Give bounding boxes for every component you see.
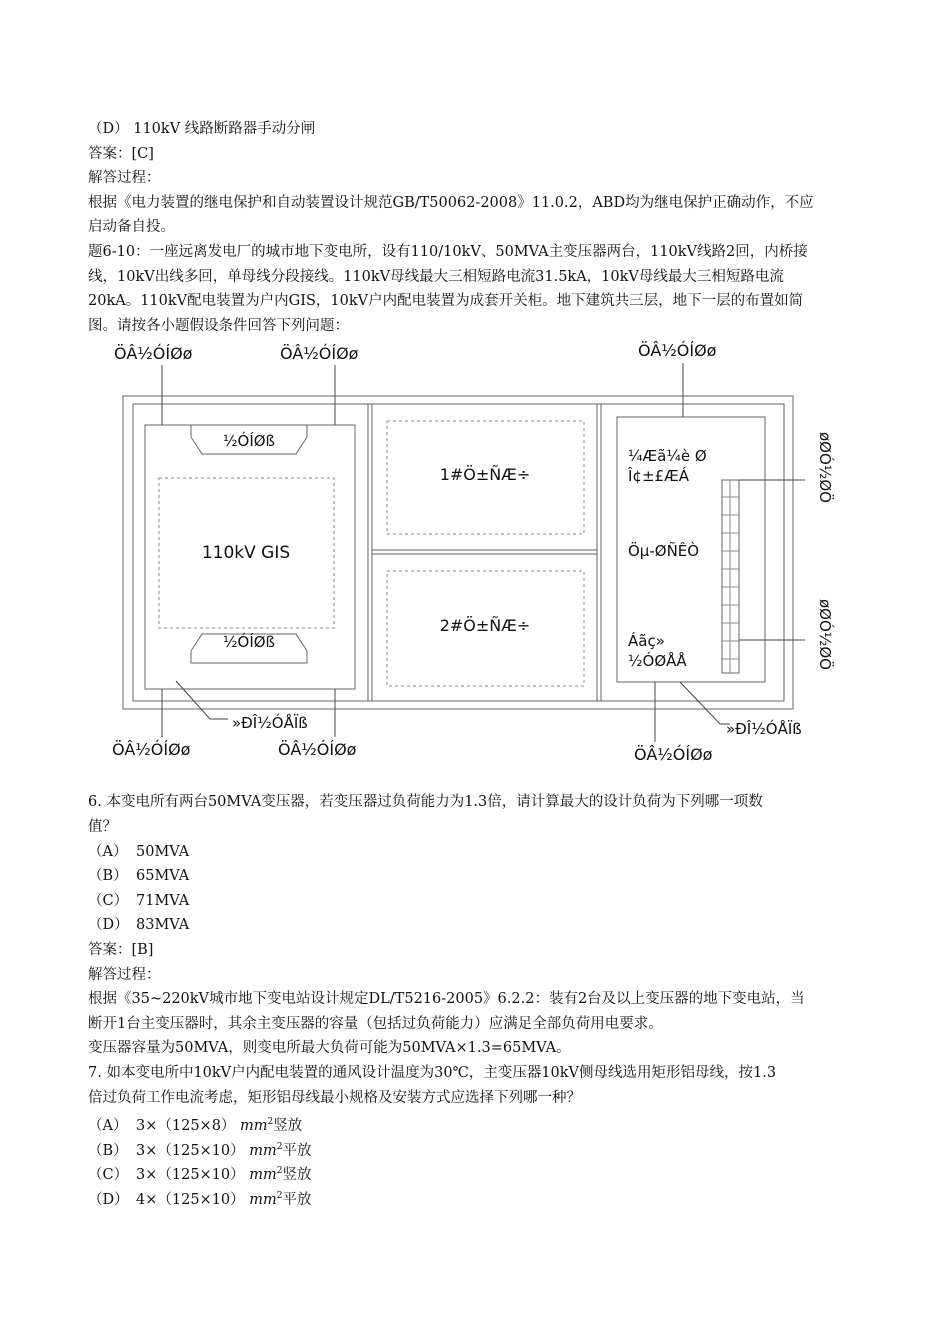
busbar-bottom-label: ½ÓÍØß bbox=[222, 633, 276, 651]
room-a-label-2: Î¢±£ÆÁ bbox=[628, 467, 689, 485]
solution-text: 断开1台主变压器时，其余主变压器的容量（包括过负荷能力）应满足全部负荷用电要求。 bbox=[88, 1016, 663, 1032]
option-a: （A） 50MVA bbox=[88, 844, 190, 860]
pointer-right-label: »ÐÎ½ÓÅÏß bbox=[726, 720, 802, 738]
label-bottom-right: ÖÂ½ÓÍØø bbox=[634, 745, 713, 764]
room-c-label-1: Áãç» bbox=[628, 632, 665, 650]
option-d: （D） 4×（125×10） $mm^2$平放 bbox=[88, 1191, 312, 1208]
right-label-1: øØÓ½ØÖ bbox=[816, 432, 834, 503]
option-b: （B） 65MVA bbox=[88, 868, 190, 884]
substation-layout-diagram bbox=[100, 337, 870, 777]
paragraph-line: 题6-10：一座远离发电厂的城市地下变电所，设有110/10kV、50MVA主变压器两台，110kV线路2回，内桥接 bbox=[88, 244, 808, 260]
solution-heading: 解答过程： bbox=[88, 967, 161, 983]
paragraph-line: 线，10kV出线多回，单母线分段接线。110kV母线最大三相短路电流31.5kA，10kV母线最大三相短路电流 bbox=[88, 269, 784, 285]
option-d: （D） 83MVA bbox=[88, 917, 190, 933]
transformer-1-label: 1#Ö±ÑÆ÷ bbox=[439, 465, 531, 484]
solution-heading: 解答过程： bbox=[88, 170, 161, 186]
option-d-line: （D） 110kV 线路断路器手动分闸 bbox=[88, 121, 316, 137]
busbar-top-label: ½ÓÍØß bbox=[222, 432, 276, 450]
transformer-2-label: 2#Ö±ÑÆ÷ bbox=[439, 616, 531, 635]
label-top-right: ÖÂ½ÓÍØø bbox=[638, 341, 717, 360]
paragraph-line: 图。请按各小题假设条件回答下列问题： bbox=[88, 318, 349, 334]
pointer-left-label: »ÐÎ½ÓÅÏß bbox=[232, 714, 308, 732]
answer-line: 答案：[C] bbox=[88, 146, 154, 162]
option-c: （C） 71MVA bbox=[88, 893, 190, 909]
question-text: 倍过负荷工作电流考虑，矩形铝母线最小规格及安装方式应选择下列哪一种？ bbox=[88, 1090, 581, 1106]
label-bottom-left-1: ÖÂ½ÓÍØø bbox=[112, 740, 191, 759]
question-text: 7. 如本变电所中10kV户内配电装置的通风设计温度为30℃，主变压器10kV侧母线选用矩形铝母线，按1.3 bbox=[88, 1065, 777, 1081]
label-top-left-2: ÖÂ½ÓÍØø bbox=[280, 344, 359, 363]
paragraph-line: 20kA。110kV配电装置为户内GIS，10kV户内配电装置为成套开关柜。地下建筑共三层，地下一层的布置如简 bbox=[88, 293, 804, 309]
room-a-label-1: ¼Æã¼è Ø bbox=[628, 447, 707, 465]
label-top-left-1: ÖÂ½ÓÍØø bbox=[114, 344, 193, 363]
gis-label: 110kV GIS bbox=[201, 543, 291, 563]
answer-line: 答案：[B] bbox=[88, 942, 154, 958]
solution-text: 根据《35~220kV城市地下变电站设计规定DL/T5216-2005》6.2.2：装有2台及以上变压器的地下变电站，当 bbox=[88, 991, 805, 1007]
option-a: （A） 3×（125×8） $mm^2$竖放 bbox=[88, 1117, 303, 1134]
room-b-label: Öµ-ØÑÊÒ bbox=[628, 542, 700, 560]
paragraph-line: 启动备自投。 bbox=[88, 219, 175, 235]
label-bottom-left-2: ÖÂ½ÓÍØø bbox=[278, 740, 357, 759]
solution-text: 变压器容量为50MVA，则变电所最大负荷可能为50MVA×1.3=65MVA。 bbox=[88, 1040, 571, 1056]
option-c: （C） 3×（125×10） $mm^2$竖放 bbox=[88, 1166, 312, 1183]
paragraph-line: 根据《电力装置的继电保护和自动装置设计规范GB/T50062-2008》11.0.2，ABD均为继电保护正确动作，不应 bbox=[88, 195, 814, 211]
room-c-label-2: ½ÓØÅÅ bbox=[628, 652, 687, 670]
right-label-2: øØÓ½ØÖ bbox=[816, 599, 834, 670]
option-b: （B） 3×（125×10） $mm^2$平放 bbox=[88, 1142, 312, 1159]
question-text: 值？ bbox=[88, 819, 117, 835]
question-text: 6. 本变电所有两台50MVA变压器，若变压器过负荷能力为1.3倍，请计算最大的设计负荷为下列哪一项数 bbox=[88, 794, 763, 810]
